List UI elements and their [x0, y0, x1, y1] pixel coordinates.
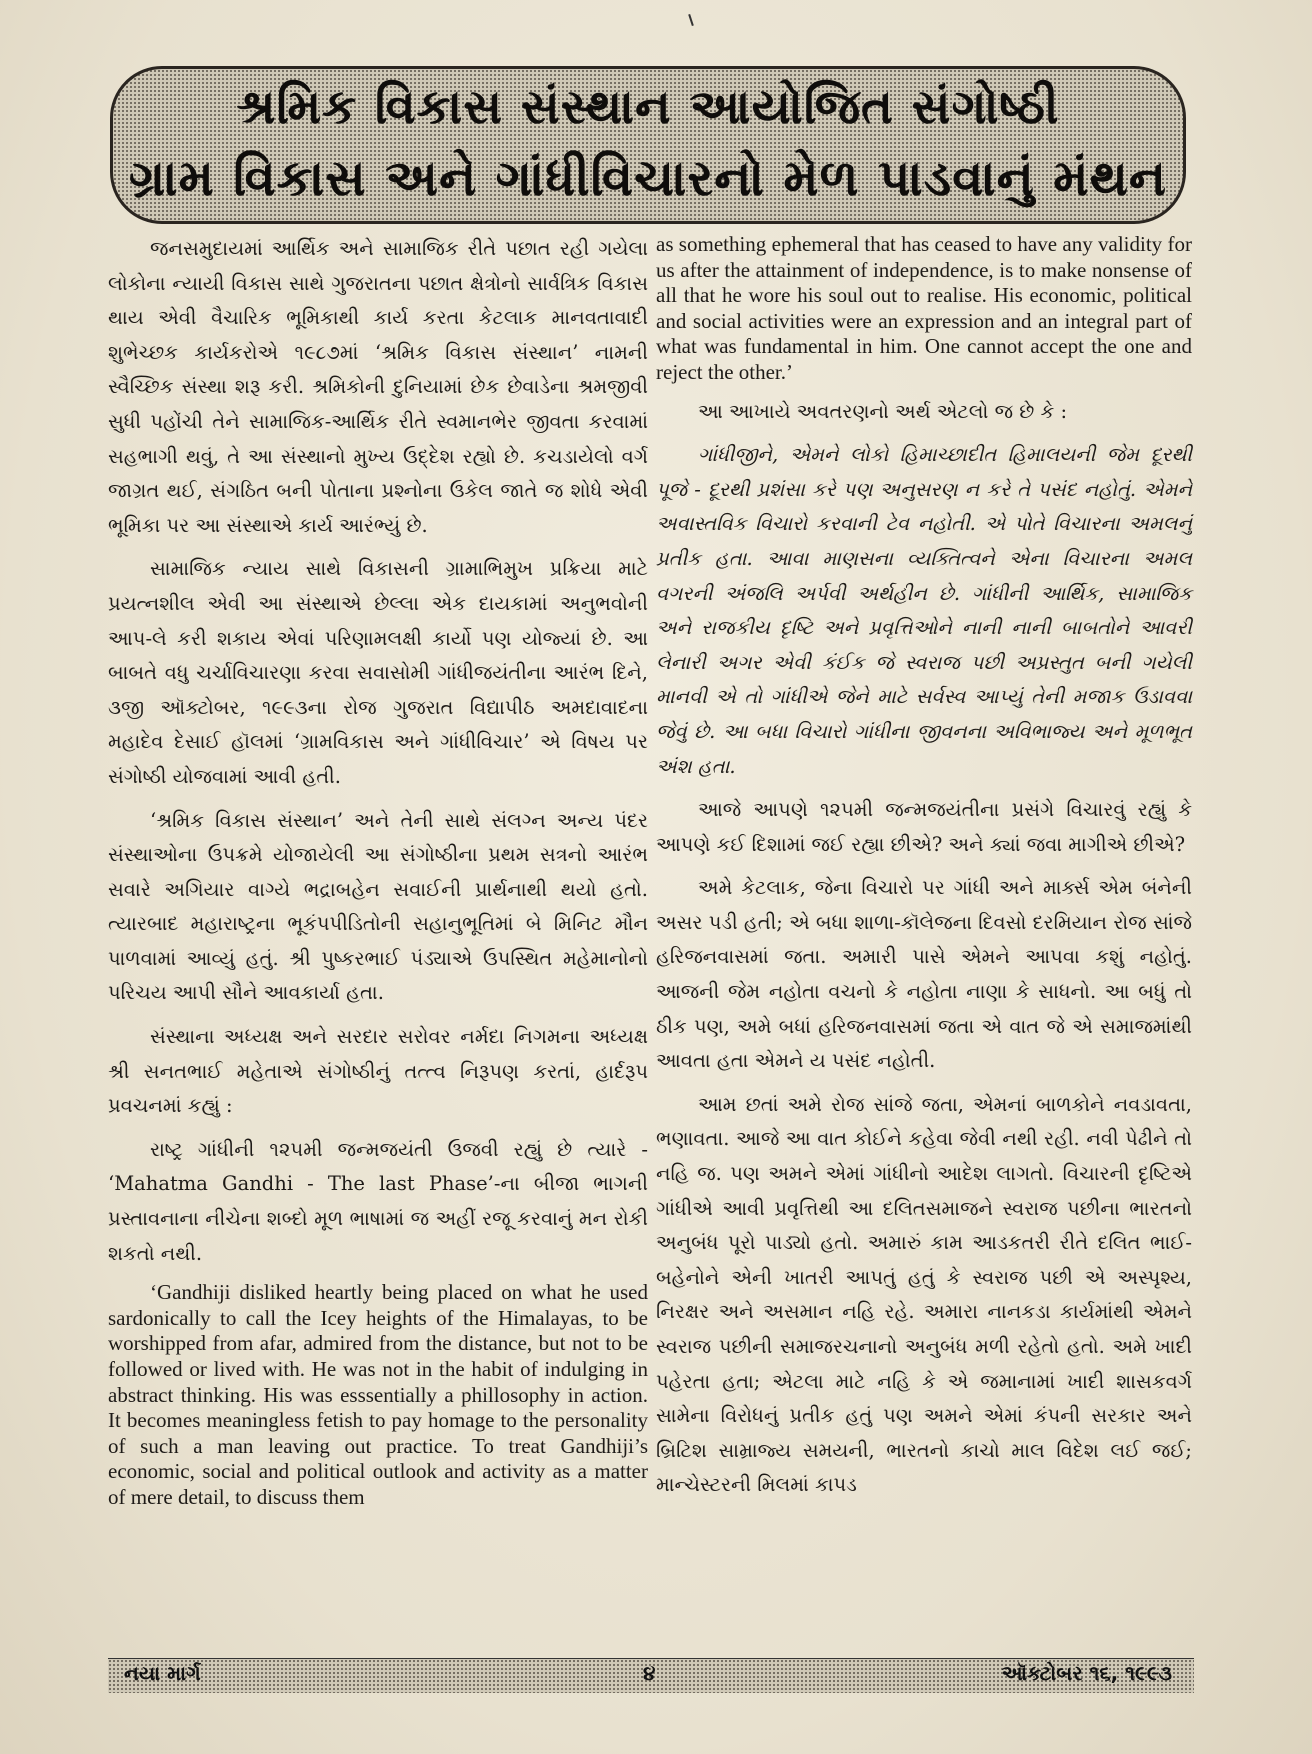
publication-name: નયા માર્ગ	[124, 1661, 201, 1685]
paragraph: આમ છતાં અમે રોજ સાંજે જતા, એમનાં બાળકોને નવડાવતા, ભણાવતા. આજે આ વાત કોઈને કહેવા જેવી નથી રહી. નવી પેઢીને તો નહિ જ. પણ અમને એમાં ગાંધીનો આદેશ લાગતો. વિચારની દૃષ્ટિએ ગાંધીએ આવી પ્રવૃત્તિથી આ દલિતસમાજને સ્વરાજ પછીના ભારતનો અનુબંધ પૂરો પાડ્યો હતો. અમારું કામ આડકતરી રીતે દલિત ભાઈ-બહેનોને એની ખાતરી આપતું હતું કે સ્વરાજ પછી એ અસ્પૃશ્ય, નિરક્ષર અને અસમાન નહિ રહે. અમારા નાનકડા કાર્યમાંથી એમને સ્વરાજ પછીની સમાજરચનાનો અનુબંધ મળી રહેતો હતો. અમે ખાદી પહેરતા હતા; એટલા માટે નહિ કે એ જમાનામાં ખાદી શાસકવર્ગ સામેના વિરોધનું પ્રતીક હતું પણ અમને એમાં કંપની સરકાર અને બ્રિટિશ સામ્રાજ્ય સમયની, ભારતનો કાચો માલ વિદેશ લઈ જઈ; માન્ચેસ્ટરની મિલમાં કાપડ	[656, 1092, 1192, 1497]
page-number: ૪	[643, 1661, 656, 1685]
headline-box	[110, 66, 1186, 224]
headline-line-1: શ્રમિક વિકાસ સંસ્થાન આયોજિત સંગોષ્ઠી	[236, 79, 1060, 135]
right-column	[656, 232, 1192, 1512]
issue-date: ઑક્ટોબર ૧૬, ૧૯૯૩	[1001, 1661, 1172, 1685]
page-footer	[108, 1658, 1194, 1693]
left-column	[108, 232, 648, 1520]
paragraph: અમે કેટલાક, જેના વિચારો પર ગાંધી અને માર્ક્સ એમ બંનેની અસર પડી હતી; એ બધા શાળા-કૉલેજના દિવસો દરમિયાન રોજ સાંજે હરિજનવાસમાં જતા. અમારી પાસે એમને આપવા કશું નહોતું. આજની જેમ નહોતા વચનો કે નહોતા નાણા કે સાધનો. આ બધું તો ઠીક પણ, અમે બધાં હરિજનવાસમાં જતા એ વાત જે એ સમાજમાંથી આવતા હતા એમને ય પસંદ નહોતી.	[656, 876, 1192, 1073]
paragraph: સામાજિક ન્યાય સાથે વિકાસની ગ્રામાભિમુખ પ્રક્રિયા માટે પ્રયત્નશીલ એવી આ સંસ્થાએ છેલ્લા એક દાયકામાં અનુભવોની આપ-લે કરી શકાય એવાં પરિણામલક્ષી કાર્યો પણ યોજ્યાં છે. આ બાબતે વધુ ચર્ચાવિચારણા કરવા સવાસોમી ગાંધીજયંતીના આરંભ દિને, ૩જી ઑક્ટોબર, ૧૯૯૩ના રોજ ગુજરાત વિદ્યાપીઠ અમદાવાદના મહાદેવ દેસાઈ હૉલમાં ‘ગ્રામવિકાસ અને ગાંધીવિચાર’ એ વિષય પર સંગોષ્ઠી યોજવામાં આવી હતી.	[108, 557, 648, 788]
translation-paragraph: ગાંધીજીને, એમને લોકો હિમાચ્છાદીત હિમાલયની જેમ દૂરથી પૂજે - દૂરથી પ્રશંસા કરે પણ અનુસરણ ન કરે તે પસંદ નહોતું. એમને અવાસ્તવિક વિચારો કરવાની ટેવ નહોતી. એ પોતે વિચારના અમલનું પ્રતીક હતા. આવા માણસના વ્યક્તિત્વને એના વિચારના અમલ વગરની અંજલિ અર્પવી અર્થહીન છે. ગાંધીની આર્થિક, સામાજિક અને રાજકીય દૃષ્ટિ અને પ્રવૃત્તિઓને નાની નાની બાબતોને આવરી લેનારી અગર એવી કંઈક જે સ્વરાજ પછી અપ્રસ્તુત બની ગયેલી માનવી એ તો ગાંધીએ જેને માટે સર્વસ્વ આપ્યું તેની મજાક ઉડાવવા જેવું છે. આ બધા વિચારો ગાંધીના જીવનના અવિભાજ્ય અને મૂળભૂત અંશ હતા.	[656, 443, 1192, 778]
english-quote-part-2: as something ephemeral that has ceased to have any validity for us after the attainment of independence, is to make nonsense of all that he wore his soul out to realise. His economic, political and social activities were an expression and an integral part of what was fundamental in him. One cannot accept the one and reject the other.’	[656, 232, 1192, 384]
headline-line-2: ગ્રામ વિકાસ અને ગાંધીવિચારનો મેળ પાડવાનું મંથન	[128, 149, 1168, 207]
paragraph: જનસમુદાયમાં આર્થિક અને સામાજિક રીતે પછાત રહી ગયેલા લોકોના ન્યાયી વિકાસ સાથે ગુજરાતના પછાત ક્ષેત્રોનો સાર્વત્રિક વિકાસ થાય એવી વૈચારિક ભૂમિકાથી કાર્ય કરતા કેટલાક માનવતાવાદી શુભેચ્છક કાર્યકરોએ ૧૯૮૭માં ‘શ્રમિક વિકાસ સંસ્થાન’ નામની સ્વૈચ્છિક સંસ્થા શરૂ કરી. શ્રમિકોની દુનિયામાં છેક છેવાડેના શ્રમજીવી સુધી પહોંચી તેને સામાજિક-આર્થિક રીતે સ્વમાનભેર જીવતા કરવામાં સહભાગી થવું, તે આ સંસ્થાનો મુખ્ય ઉદ્દેશ રહ્યો છે. કચડાયેલો વર્ગ જાગ્રત થઈ, સંગઠિત બની પોતાના પ્રશ્નોના ઉકેલ જાતે જ શોધે એવી ભૂમિકા પર આ સંસ્થાએ કાર્ય આરંભ્યું છે.	[108, 237, 648, 537]
paragraph: ‘શ્રમિક વિકાસ સંસ્થાન’ અને તેની સાથે સંલગ્ન અન્ય પંદર સંસ્થાઓના ઉપક્રમે યોજાયેલી આ સંગોષ્ઠીના પ્રથમ સત્રનો આરંભ સવારે અગિયાર વાગ્યે ભદ્રાબહેન સવાઈની પ્રાર્થનાથી થયો હતો. ત્યારબાદ મહારાષ્ટ્રના ભૂકંપપીડિતોની સહાનુભૂતિમાં બે મિનિટ મૌન પાળવામાં આવ્યું હતું. શ્રી પુષ્કરભાઈ પંડ્યાએ ઉપસ્થિત મહેમાનોનો પરિચય આપી સૌને આવકાર્યા હતા.	[108, 808, 648, 1005]
english-quote-part-1: ‘Gandhiji disliked heartly being placed on what he used sardonically to call the Icey heights of the Himalayas, to be worshipped from afar, admired from the distance, but not to be followed or lived with. He was not in the habit of indulging in abstract thinking. His was esssentially a phillosophy in action. It becomes meaningless fetish to pay homage to the personality of such a man leaving out practice. To treat Gandhiji’s economic, social and political outlook and activity as a matter of mere detail, to discuss them	[108, 1280, 648, 1509]
paragraph: સંસ્થાના અધ્યક્ષ અને સરદાર સરોવર નર્મદા નિગમના અધ્યક્ષ શ્રી સનતભાઈ મહેતાએ સંગોષ્ઠીનું તત્ત્વ નિરૂપણ કરતાં, હાર્દરૂપ પ્રવચનમાં કહ્યું :	[108, 1025, 648, 1118]
print-mark	[688, 14, 694, 26]
paragraph: રાષ્ટ્ર ગાંધીની ૧૨૫મી જન્મજયંતી ઉજવી રહ્યું છે ત્યારે - ‘Mahatma Gandhi - The last Phase’-ના બીજા ભાગની પ્રસ્તાવનાના નીચેના શબ્દો મૂળ ભાષામાં જ અહીં રજૂ કરવાનું મન રોકી શકતો નથી.	[108, 1137, 648, 1265]
paragraph: આજે આપણે ૧૨૫મી જન્મજયંતીના પ્રસંગે વિચારવું રહ્યું કે આપણે કઈ દિશામાં જઈ રહ્યા છીએ? અને ક્યાં જવા માગીએ છીએ?	[656, 798, 1192, 856]
paragraph: આ આખાયે અવતરણનો અર્થ એટલો જ છે કે :	[698, 399, 1068, 423]
